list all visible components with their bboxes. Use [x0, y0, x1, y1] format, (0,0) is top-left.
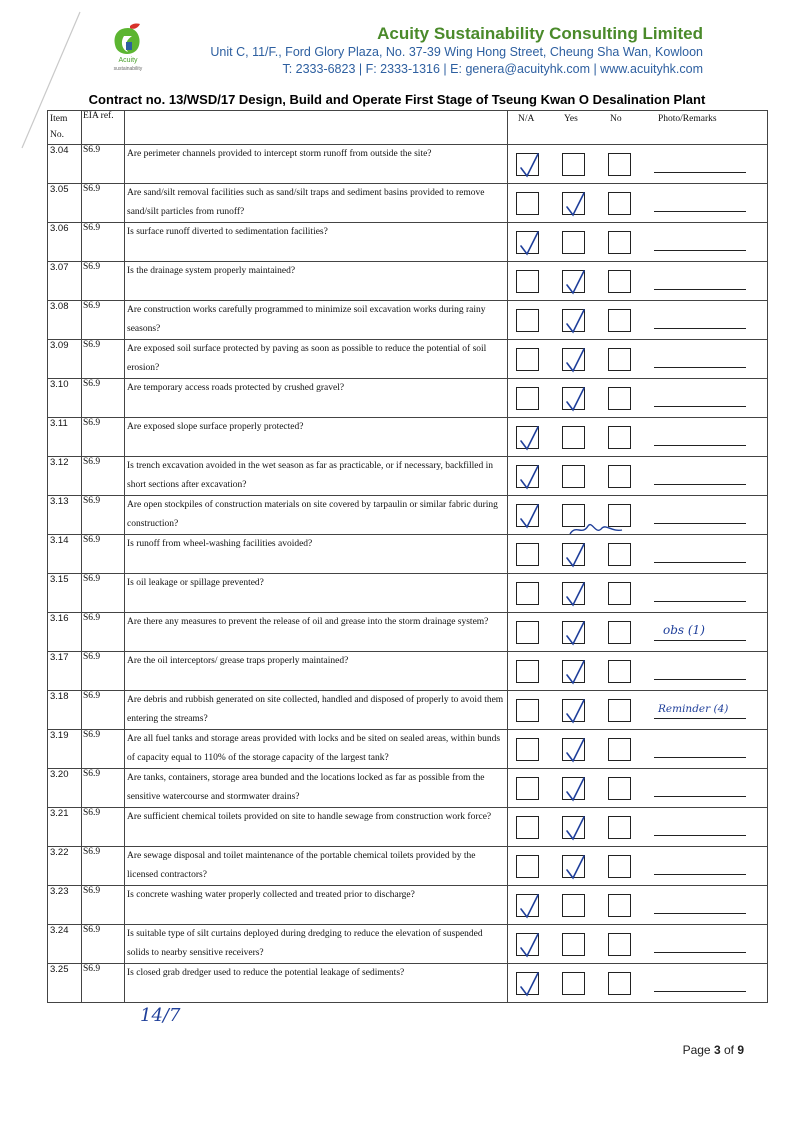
table-row — [48, 418, 768, 457]
table-row — [48, 613, 768, 652]
answer-cell — [508, 808, 768, 847]
table-row — [48, 925, 768, 964]
eia-ref: S6.9 — [82, 847, 125, 886]
yes-checkbox[interactable] — [562, 309, 585, 332]
answer-cell — [508, 769, 768, 808]
logo-caption — [96, 57, 160, 73]
item-number: 3.09 — [48, 340, 82, 379]
no-checkbox[interactable] — [608, 192, 631, 215]
eia-ref: S6.9 — [82, 808, 125, 847]
na-checkbox[interactable] — [516, 699, 539, 722]
na-checkbox[interactable] — [516, 933, 539, 956]
item-number: 3.25 — [48, 964, 82, 1003]
checkmark-icon — [562, 581, 590, 613]
no-checkbox[interactable] — [608, 621, 631, 644]
contract-title: Contract no. 13/WSD/17 Design, Build and Operate First Stage of Tseung Kwan O Desalination Plant — [88, 92, 706, 107]
question-text: Are sewage disposal and toilet maintenance of the portable chemical toilets provided by the licensed contractors? — [125, 847, 508, 886]
checkmark-icon — [562, 854, 590, 886]
no-checkbox[interactable] — [608, 387, 631, 410]
answer-cell — [508, 379, 768, 418]
na-checkbox[interactable] — [516, 855, 539, 878]
table-header-row — [48, 111, 768, 145]
item-number: 3.23 — [48, 886, 82, 925]
checkmark-icon — [516, 425, 544, 457]
checkmark-icon — [562, 815, 590, 847]
answer-cell — [508, 223, 768, 262]
question-text: Are tanks, containers, storage area bunded and the locations locked as far as possible from the sensitive watercourse and stormwater drains? — [125, 769, 508, 808]
question-text: Are debris and rubbish generated on site collected, handled and disposed of properly to avoid them entering the streams? — [125, 691, 508, 730]
table-row — [48, 223, 768, 262]
no-checkbox[interactable] — [608, 270, 631, 293]
item-number: 3.12 — [48, 457, 82, 496]
yes-checkbox[interactable] — [562, 387, 585, 410]
no-checkbox[interactable] — [608, 348, 631, 371]
remarks-line[interactable] — [654, 601, 746, 602]
question-text: Are the oil interceptors/ grease traps properly maintained? — [125, 652, 508, 691]
checkmark-icon — [516, 503, 544, 535]
answer-cell — [508, 886, 768, 925]
checkmark-icon — [516, 932, 544, 964]
eia-ref: S6.9 — [82, 184, 125, 223]
eia-ref: S6.9 — [82, 496, 125, 535]
answer-cell — [508, 340, 768, 379]
answer-cell — [508, 301, 768, 340]
no-checkbox[interactable] — [608, 972, 631, 995]
yes-checkbox[interactable] — [562, 153, 585, 176]
yes-checkbox[interactable] — [562, 192, 585, 215]
no-checkbox[interactable] — [608, 465, 631, 488]
na-checkbox[interactable] — [516, 504, 539, 527]
question-text: Are exposed slope surface properly protected? — [125, 418, 508, 457]
eia-ref: S6.9 — [82, 340, 125, 379]
no-checkbox[interactable] — [608, 933, 631, 956]
eia-ref: S6.9 — [82, 730, 125, 769]
checkmark-icon — [562, 698, 590, 730]
remarks-line[interactable] — [654, 952, 746, 953]
question-text: Are open stockpiles of construction materials on site covered by tarpaulin or similar fabric during construction? — [125, 496, 508, 535]
company-logo — [94, 22, 164, 82]
yes-checkbox[interactable] — [562, 738, 585, 761]
no-checkbox[interactable] — [608, 543, 631, 566]
item-number: 3.08 — [48, 301, 82, 340]
header-item-no — [48, 111, 82, 145]
page-current: 3 — [713, 1043, 721, 1057]
answer-cell — [508, 964, 768, 1003]
checkmark-icon — [562, 737, 590, 769]
no-checkbox[interactable] — [608, 426, 631, 449]
checkmark-icon — [562, 776, 590, 808]
yes-checkbox[interactable] — [562, 231, 585, 254]
checkmark-icon — [562, 269, 590, 301]
table-row — [48, 730, 768, 769]
answer-cell — [508, 613, 768, 652]
question-text: Are sufficient chemical toilets provided on site to handle sewage from construction work force? — [125, 808, 508, 847]
item-number: 3.16 — [48, 613, 82, 652]
table-row — [48, 457, 768, 496]
remarks-line[interactable] — [654, 250, 746, 251]
checkmark-icon — [562, 620, 590, 652]
na-checkbox[interactable] — [516, 348, 539, 371]
table-row — [48, 574, 768, 613]
answer-cell — [508, 184, 768, 223]
remarks-line[interactable] — [654, 289, 746, 290]
yes-checkbox[interactable] — [562, 582, 585, 605]
handwritten-scribble — [566, 518, 626, 540]
question-text: Is runoff from wheel-washing facilities avoided? — [125, 535, 508, 574]
na-checkbox[interactable] — [516, 738, 539, 761]
yes-checkbox[interactable] — [562, 933, 585, 956]
answer-cell — [508, 535, 768, 574]
item-number: 3.05 — [48, 184, 82, 223]
answer-cell — [508, 925, 768, 964]
answer-cell — [508, 457, 768, 496]
no-checkbox[interactable] — [608, 855, 631, 878]
table-row — [48, 262, 768, 301]
item-number: 3.19 — [48, 730, 82, 769]
remarks-line[interactable] — [654, 484, 746, 485]
company-name: Acuity Sustainability Consulting Limited — [377, 24, 703, 43]
eia-ref: S6.9 — [82, 769, 125, 808]
remarks-line[interactable] — [654, 445, 746, 446]
item-number: 3.07 — [48, 262, 82, 301]
no-checkbox[interactable] — [608, 777, 631, 800]
header-no-label: No. — [50, 130, 64, 140]
item-number: 3.06 — [48, 223, 82, 262]
no-checkbox[interactable] — [608, 231, 631, 254]
answer-cell — [508, 691, 768, 730]
eia-ref: S6.9 — [82, 418, 125, 457]
remarks-line[interactable] — [654, 679, 746, 680]
yes-checkbox[interactable] — [562, 621, 585, 644]
question-text: Is oil leakage or spillage prevented? — [125, 574, 508, 613]
checkmark-icon — [516, 152, 544, 184]
question-text: Is trench excavation avoided in the wet season as far as practicable, or if necessary, backfilled in short sections after excavation? — [125, 457, 508, 496]
na-checkbox[interactable] — [516, 972, 539, 995]
item-number: 3.22 — [48, 847, 82, 886]
remarks-line[interactable] — [654, 718, 746, 719]
remarks-line[interactable] — [654, 835, 746, 836]
eia-ref: S6.9 — [82, 964, 125, 1003]
checkmark-icon — [516, 971, 544, 1003]
yes-checkbox[interactable] — [562, 270, 585, 293]
checkmark-icon — [562, 308, 590, 340]
item-number: 3.20 — [48, 769, 82, 808]
eia-ref: S6.9 — [82, 145, 125, 184]
table-row — [48, 379, 768, 418]
eia-ref: S6.9 — [82, 574, 125, 613]
na-checkbox[interactable] — [516, 270, 539, 293]
item-number: 3.13 — [48, 496, 82, 535]
yes-checkbox[interactable] — [562, 777, 585, 800]
header-yes: Yes — [564, 114, 578, 124]
remarks-line[interactable] — [654, 523, 746, 524]
question-text: Is surface runoff diverted to sedimentation facilities? — [125, 223, 508, 262]
remarks-line[interactable] — [654, 874, 746, 875]
header-item-label: Item — [50, 114, 68, 124]
no-checkbox[interactable] — [608, 699, 631, 722]
page-total: 9 — [737, 1043, 744, 1057]
question-text: Is concrete washing water properly collected and treated prior to discharge? — [125, 886, 508, 925]
company-address: Unit C, 11/F., Ford Glory Plaza, No. 37-39 Wing Hong Street, Cheung Sha Wan, Kowloon — [210, 45, 703, 59]
no-checkbox[interactable] — [608, 582, 631, 605]
header-remarks: Photo/Remarks — [658, 114, 717, 124]
question-text: Are temporary access roads protected by crushed gravel? — [125, 379, 508, 418]
item-number: 3.18 — [48, 691, 82, 730]
logo-caption-sub: sustainability — [113, 66, 143, 72]
table-row — [48, 301, 768, 340]
header-eia-ref: EIA ref. — [82, 111, 125, 145]
company-contact: T: 2333-6823 | F: 2333-1316 | E: genera@acuityhk.com | www.acuityhk.com — [282, 62, 703, 76]
page-number — [683, 1043, 744, 1057]
question-text: Is closed grab dredger used to reduce the potential leakage of sediments? — [125, 964, 508, 1003]
yes-checkbox[interactable] — [562, 972, 585, 995]
question-text: Are all fuel tanks and storage areas provided with locks and be sited on sealed areas, within bunds of capacity equal to 110% of the storage capacity of the largest tank? — [125, 730, 508, 769]
table-row — [48, 652, 768, 691]
answer-cell — [508, 145, 768, 184]
checkmark-icon — [516, 230, 544, 262]
checkmark-icon — [516, 464, 544, 496]
page-of: of — [720, 1043, 738, 1057]
checkmark-icon — [562, 659, 590, 691]
eia-ref: S6.9 — [82, 379, 125, 418]
item-number: 3.11 — [48, 418, 82, 457]
header-answers — [508, 111, 768, 145]
yes-checkbox[interactable] — [562, 426, 585, 449]
item-number: 3.15 — [48, 574, 82, 613]
eia-ref: S6.9 — [82, 886, 125, 925]
eia-ref: S6.9 — [82, 262, 125, 301]
table-row — [48, 691, 768, 730]
na-checkbox[interactable] — [516, 777, 539, 800]
question-text: Is suitable type of silt curtains deployed during dredging to reduce the elevation of suspended solids to nearby sensitive receivers? — [125, 925, 508, 964]
na-checkbox[interactable] — [516, 465, 539, 488]
table-row — [48, 886, 768, 925]
logo-caption-main: Acuity — [118, 57, 138, 64]
na-checkbox[interactable] — [516, 816, 539, 839]
na-checkbox[interactable] — [516, 387, 539, 410]
na-checkbox[interactable] — [516, 660, 539, 683]
answer-cell — [508, 262, 768, 301]
yes-checkbox[interactable] — [562, 348, 585, 371]
table-row — [48, 145, 768, 184]
na-checkbox[interactable] — [516, 153, 539, 176]
answer-cell — [508, 730, 768, 769]
na-checkbox[interactable] — [516, 309, 539, 332]
no-checkbox[interactable] — [608, 660, 631, 683]
checkmark-icon — [516, 893, 544, 925]
no-checkbox[interactable] — [608, 738, 631, 761]
eia-ref: S6.9 — [82, 652, 125, 691]
eia-ref: S6.9 — [82, 613, 125, 652]
header-no: No — [610, 114, 622, 124]
checkmark-icon — [562, 347, 590, 379]
eia-ref: S6.9 — [82, 223, 125, 262]
na-checkbox[interactable] — [516, 192, 539, 215]
checklist-table — [47, 110, 768, 1003]
yes-checkbox[interactable] — [562, 699, 585, 722]
yes-checkbox[interactable] — [562, 465, 585, 488]
remarks-line[interactable] — [654, 211, 746, 212]
eia-ref: S6.9 — [82, 301, 125, 340]
remarks-line[interactable] — [654, 328, 746, 329]
table-row — [48, 847, 768, 886]
checkmark-icon — [562, 191, 590, 223]
page-prefix: Page — [682, 1043, 714, 1057]
header-question — [125, 111, 508, 145]
table-row — [48, 964, 768, 1003]
yes-checkbox[interactable] — [562, 660, 585, 683]
yes-checkbox[interactable] — [562, 543, 585, 566]
question-text: Are there any measures to prevent the release of oil and grease into the storm drainage system? — [125, 613, 508, 652]
handwritten-remark: Reminder (4) — [658, 703, 729, 715]
no-checkbox[interactable] — [608, 894, 631, 917]
item-number: 3.17 — [48, 652, 82, 691]
remarks-line[interactable] — [654, 757, 746, 758]
table-row — [48, 535, 768, 574]
question-text: Are sand/silt removal facilities such as sand/silt traps and sediment basins provided to remove sand/silt particles from runoff? — [125, 184, 508, 223]
answer-cell — [508, 574, 768, 613]
remarks-line[interactable] — [654, 640, 746, 641]
handwritten-remark: obs (1) — [663, 623, 705, 637]
remarks-line[interactable] — [654, 913, 746, 914]
checkmark-icon — [562, 386, 590, 418]
na-checkbox[interactable] — [516, 582, 539, 605]
question-text: Are perimeter channels provided to intercept storm runoff from outside the site? — [125, 145, 508, 184]
na-checkbox[interactable] — [516, 543, 539, 566]
item-number: 3.04 — [48, 145, 82, 184]
remarks-line[interactable] — [654, 562, 746, 563]
table-row — [48, 496, 768, 535]
remarks-line[interactable] — [654, 796, 746, 797]
na-checkbox[interactable] — [516, 231, 539, 254]
item-number: 3.10 — [48, 379, 82, 418]
yes-checkbox[interactable] — [562, 855, 585, 878]
no-checkbox[interactable] — [608, 816, 631, 839]
eia-ref: S6.9 — [82, 925, 125, 964]
na-checkbox[interactable] — [516, 426, 539, 449]
answer-cell — [508, 652, 768, 691]
table-row — [48, 808, 768, 847]
item-number: 3.24 — [48, 925, 82, 964]
remarks-line[interactable] — [654, 172, 746, 173]
eia-ref: S6.9 — [82, 691, 125, 730]
remarks-line[interactable] — [654, 991, 746, 992]
na-checkbox[interactable] — [516, 894, 539, 917]
question-text: Is the drainage system properly maintained? — [125, 262, 508, 301]
item-number: 3.21 — [48, 808, 82, 847]
eia-ref: S6.9 — [82, 457, 125, 496]
no-checkbox[interactable] — [608, 153, 631, 176]
handwritten-date-note: 14/7 — [140, 1005, 181, 1026]
remarks-line[interactable] — [654, 406, 746, 407]
remarks-line[interactable] — [654, 367, 746, 368]
eia-ref: S6.9 — [82, 535, 125, 574]
table-row — [48, 184, 768, 223]
yes-checkbox[interactable] — [562, 816, 585, 839]
question-text: Are construction works carefully programmed to minimize soil excavation works during rainy seasons? — [125, 301, 508, 340]
no-checkbox[interactable] — [608, 309, 631, 332]
yes-checkbox[interactable] — [562, 894, 585, 917]
item-number: 3.14 — [48, 535, 82, 574]
question-text: Are exposed soil surface protected by paving as soon as possible to reduce the potential of soil erosion? — [125, 340, 508, 379]
answer-cell — [508, 847, 768, 886]
table-row — [48, 340, 768, 379]
header-na: N/A — [518, 114, 535, 124]
table-row — [48, 769, 768, 808]
answer-cell — [508, 496, 768, 535]
na-checkbox[interactable] — [516, 621, 539, 644]
answer-cell — [508, 418, 768, 457]
checkmark-icon — [562, 542, 590, 574]
